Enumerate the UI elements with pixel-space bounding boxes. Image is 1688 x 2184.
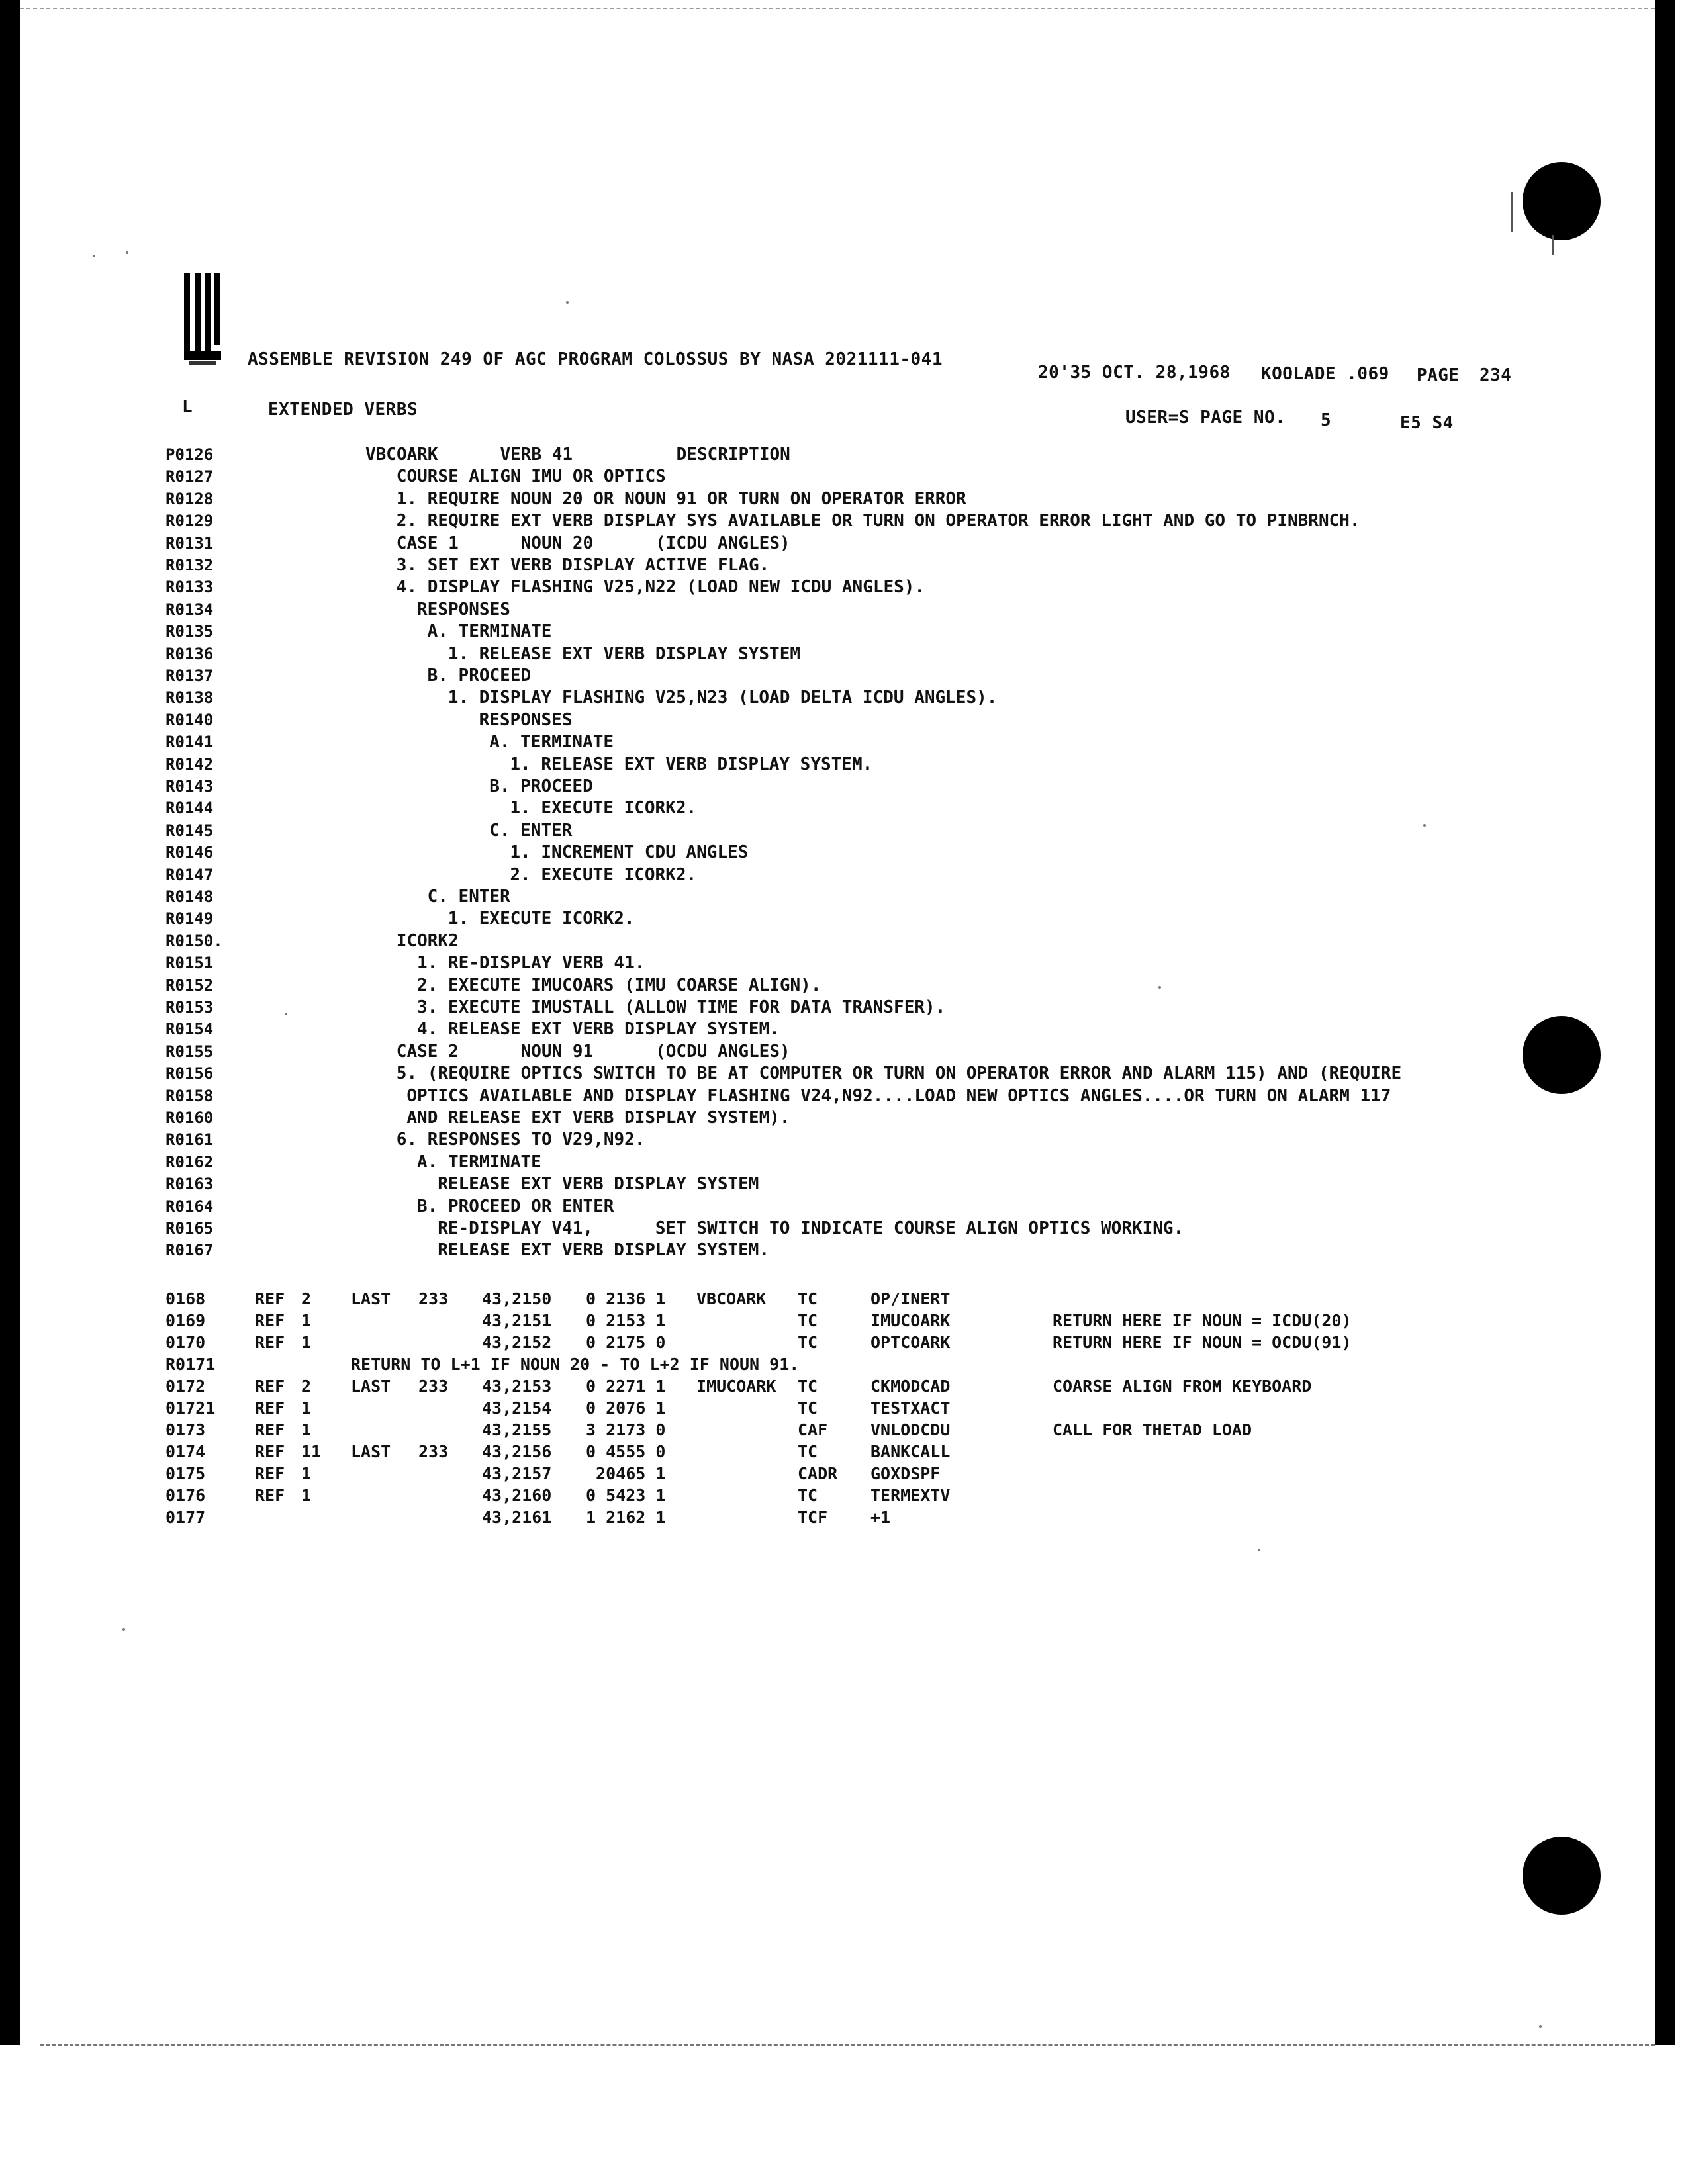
section-title: EXTENDED VERBS [268,400,418,420]
code-opcode: CAF [798,1420,828,1439]
line-number: R0155 [165,1042,214,1061]
code-line-number: 0174 [165,1442,206,1461]
line-number: R0136 [165,644,214,663]
scan-speck [1539,2025,1542,2028]
code-last-keyword: LAST [351,1377,391,1396]
scan-border-left [0,0,20,2045]
line-number: R0134 [165,600,214,619]
scan-border-right [1655,0,1675,2045]
column-l: L [182,397,193,417]
code-label: IMUCOARK [696,1377,776,1396]
code-line-number: 0169 [165,1311,206,1330]
scan-mark [1552,235,1554,255]
scan-bottom-rule [40,2044,1655,2046]
code-last-page: 233 [418,1289,449,1308]
code-ref-count: 2 [301,1377,312,1396]
remark-text: AND RELEASE EXT VERB DISPLAY SYSTEM). [406,1108,790,1128]
line-number: R0142 [165,754,214,774]
code-last-keyword: LAST [351,1442,391,1461]
punch-hole-top [1523,162,1601,240]
users-page-extra: E5 S4 [1400,413,1454,433]
remark-text: CASE 1 NOUN 20 (ICDU ANGLES) [396,533,790,553]
remark-text: 2. REQUIRE EXT VERB DISPLAY SYS AVAILABLE OR TURN ON OPERATOR ERROR LIGHT AND GO TO PINBRNCH. [396,511,1360,531]
users-page-number: 5 [1321,410,1332,430]
code-comment: RETURN HERE IF NOUN = ICDU(20) [1053,1311,1352,1330]
code-ref-count: 1 [301,1464,312,1483]
line-number: R0143 [165,777,214,796]
remark-text: OPTICS AVAILABLE AND DISPLAY FLASHING V24,N92....LOAD NEW OPTICS ANGLES....OR TURN ON ALARM 117 [406,1085,1391,1106]
remark-text: 5. (REQUIRE OPTICS SWITCH TO BE AT COMPUTER OR TURN ON OPERATOR ERROR AND ALARM 115) AND (REQUIRE [396,1064,1402,1084]
remark-text: B. PROCEED [427,666,532,686]
line-number: R0141 [165,733,214,752]
page-number: 234 [1479,365,1512,385]
code-ref-count: 11 [301,1442,322,1461]
line-number: R0144 [165,799,214,818]
line-number: R0148 [165,887,214,906]
remark-text: 1. RELEASE EXT VERB DISPLAY SYSTEM [447,643,801,664]
remark-text: B. PROCEED OR ENTER [417,1196,614,1216]
remark-text: ICORK2 [396,931,459,951]
code-opcode: TC [798,1486,818,1505]
code-octal-word: 0 2136 1 [586,1289,666,1308]
line-number: R0167 [165,1241,214,1260]
remark-text: 2. EXECUTE IMUCOARS (IMU COARSE ALIGN). [417,975,821,995]
remark-text: 1. EXECUTE ICORK2. [447,909,635,929]
scan-mark [1511,192,1513,232]
remark-text: A. TERMINATE [489,732,614,752]
code-line-number: 0177 [165,1508,206,1527]
line-number: R0147 [165,865,214,884]
scan-top-rule [20,8,1655,9]
code-octal-word: 0 4555 0 [586,1442,666,1461]
code-opcode: TC [798,1377,818,1396]
code-address: 43,2155 [482,1420,552,1439]
line-number: R0163 [165,1175,214,1194]
code-address: 43,2154 [482,1398,552,1418]
code-comment: RETURN HERE IF NOUN = OCDU(91) [1053,1333,1352,1352]
line-number: R0145 [165,821,214,840]
code-opcode: TCF [798,1508,828,1527]
code-octal-word: 0 2175 0 [586,1333,666,1352]
scan-speck [566,301,569,304]
line-number: R0161 [165,1130,214,1150]
code-address: 43,2157 [482,1464,552,1483]
line-number: R0149 [165,909,214,929]
remark-text: RESPONSES [417,599,510,619]
listing-author: KOOLADE .069 [1261,364,1389,384]
punch-hole-bottom [1523,1837,1601,1915]
code-operand: VNLODCDU [870,1420,951,1439]
code-line-number: 0173 [165,1420,206,1439]
remark-text: RE-DISPLAY V41, SET SWITCH TO INDICATE COURSE ALIGN OPTICS WORKING. [438,1218,1184,1238]
code-operand: OPTCOARK [870,1333,951,1352]
line-number: R0164 [165,1197,214,1216]
code-opcode: CADR [798,1464,838,1483]
code-octal-word: 3 2173 0 [586,1420,666,1439]
line-number: R0165 [165,1219,214,1238]
line-number: R0162 [165,1152,214,1171]
code-address: 43,2150 [482,1289,552,1308]
code-octal-word: 0 2076 1 [586,1398,666,1418]
line-number: R0133 [165,578,214,597]
code-operand: TESTXACT [870,1398,951,1418]
code-octal-word: 1 2162 1 [586,1508,666,1527]
remark-text: VBCOARK VERB 41 DESCRIPTION [365,445,790,465]
code-address: 43,2151 [482,1311,552,1330]
code-ref-keyword: REF [255,1398,285,1418]
code-operand: BANKCALL [870,1442,951,1461]
code-operand: OP/INERT [870,1289,951,1308]
code-comment: CALL FOR THETAD LOAD [1053,1420,1252,1439]
remark-text: 1. RE-DISPLAY VERB 41. [417,953,645,974]
code-ref-keyword: REF [255,1486,285,1505]
code-operand: IMUCOARK [870,1311,951,1330]
remark-text: 1. EXECUTE ICORK2. [510,798,697,819]
code-line-number: 0176 [165,1486,206,1505]
code-address: 43,2161 [482,1508,552,1527]
remark-text: 4. DISPLAY FLASHING V25,N22 (LOAD NEW ICDU ANGLES). [396,577,925,598]
remark-text: C. ENTER [427,887,510,907]
code-ref-count: 2 [301,1289,312,1308]
code-line-number: 0175 [165,1464,206,1483]
remark-text: 1. RELEASE EXT VERB DISPLAY SYSTEM. [510,754,873,774]
scan-speck [1423,824,1426,827]
code-ref-keyword: REF [255,1311,285,1330]
code-line-number: 0172 [165,1377,206,1396]
scan-speck [1258,1549,1260,1551]
line-number: R0151 [165,954,214,973]
code-operand: +1 [870,1508,891,1527]
remark-text: 2. EXECUTE ICORK2. [510,864,697,885]
code-opcode: TC [798,1289,818,1308]
line-number: R0171 [165,1355,216,1374]
code-ref-count: 1 [301,1333,312,1352]
page-label: PAGE [1417,365,1460,385]
code-ref-keyword: REF [255,1377,285,1396]
remark-text: 3. EXECUTE IMUSTALL (ALLOW TIME FOR DATA TRANSFER). [417,997,946,1017]
remark-text: COURSE ALIGN IMU OR OPTICS [396,467,666,487]
remark-text: 1. REQUIRE NOUN 20 OR NOUN 91 OR TURN ON OPERATOR ERROR [396,488,966,509]
code-ref-keyword: REF [255,1289,285,1308]
code-ref-keyword: REF [255,1464,285,1483]
remark-text: 3. SET EXT VERB DISPLAY ACTIVE FLAG. [396,555,770,575]
code-line-number: 0170 [165,1333,206,1352]
code-line-number: 0168 [165,1289,206,1308]
listing-title: ASSEMBLE REVISION 249 OF AGC PROGRAM COLOSSUS BY NASA 2021111-041 [248,349,943,369]
code-octal-word: 20465 1 [586,1464,666,1483]
code-opcode: TC [798,1311,818,1330]
line-number: R0158 [165,1086,214,1105]
line-number: R0154 [165,1020,214,1039]
remark-text: RELEASE EXT VERB DISPLAY SYSTEM. [438,1240,770,1261]
code-operand: TERMEXTV [870,1486,951,1505]
remark-text: RESPONSES [479,709,573,730]
code-octal-word: 0 5423 1 [586,1486,666,1505]
remark-text: RETURN TO L+1 IF NOUN 20 - TO L+2 IF NOUN 91. [351,1355,800,1374]
code-octal-word: 0 2271 1 [586,1377,666,1396]
remark-text: C. ENTER [489,820,573,841]
remark-text: 1. INCREMENT CDU ANGLES [510,842,749,863]
remark-text: A. TERMINATE [427,621,552,642]
code-address: 43,2160 [482,1486,552,1505]
line-number: R0150. [165,931,223,950]
code-octal-word: 0 2153 1 [586,1311,666,1330]
code-address: 43,2156 [482,1442,552,1461]
line-number: R0146 [165,843,214,862]
code-last-page: 233 [418,1377,449,1396]
line-number: R0127 [165,467,214,486]
code-address: 43,2152 [482,1333,552,1352]
code-comment: COARSE ALIGN FROM KEYBOARD [1053,1377,1312,1396]
printout-logo-mark [184,273,224,369]
users-page-label: USER=S PAGE NO. [1125,408,1286,428]
line-number: R0156 [165,1064,214,1083]
remark-text: CASE 2 NOUN 91 (OCDU ANGLES) [396,1041,790,1062]
line-number: P0126 [165,445,214,464]
code-last-page: 233 [418,1442,449,1461]
line-number: R0137 [165,666,214,685]
code-address: 43,2153 [482,1377,552,1396]
code-ref-keyword: REF [255,1333,285,1352]
line-number: R0140 [165,710,214,729]
code-last-keyword: LAST [351,1289,391,1308]
code-ref-keyword: REF [255,1420,285,1439]
code-operand: CKMODCAD [870,1377,951,1396]
code-line-number: 01721 [165,1398,216,1418]
line-number: R0135 [165,622,214,641]
code-operand: GOXDSPF [870,1464,941,1483]
scan-speck [285,1013,287,1015]
line-number: R0129 [165,512,214,531]
line-number: R0153 [165,998,214,1017]
code-opcode: TC [798,1442,818,1461]
code-ref-count: 1 [301,1420,312,1439]
line-number: R0132 [165,556,214,574]
remark-text: 6. RESPONSES TO V29,N92. [396,1130,645,1150]
code-label: VBCOARK [696,1289,767,1308]
code-ref-count: 1 [301,1398,312,1418]
remark-text: B. PROCEED [489,776,593,796]
scan-speck [93,255,95,257]
remark-text: 1. DISPLAY FLASHING V25,N23 (LOAD DELTA ICDU ANGLES). [447,688,998,708]
scan-speck [126,251,128,254]
scan-speck [1158,986,1161,989]
line-number: R0131 [165,533,214,553]
scan-speck [122,1628,125,1631]
code-opcode: TC [798,1333,818,1352]
code-ref-count: 1 [301,1311,312,1330]
code-ref-keyword: REF [255,1442,285,1461]
line-number: R0160 [165,1109,214,1127]
line-number: R0152 [165,976,214,995]
remark-text: RELEASE EXT VERB DISPLAY SYSTEM [438,1174,759,1195]
line-number: R0128 [165,489,214,508]
remark-text: 4. RELEASE EXT VERB DISPLAY SYSTEM. [417,1019,780,1040]
line-number: R0138 [165,688,214,707]
punch-hole-middle [1523,1016,1601,1094]
remark-text: A. TERMINATE [417,1152,541,1172]
listing-datetime: 20'35 OCT. 28,1968 [1038,363,1231,383]
code-opcode: TC [798,1398,818,1418]
code-ref-count: 1 [301,1486,312,1505]
